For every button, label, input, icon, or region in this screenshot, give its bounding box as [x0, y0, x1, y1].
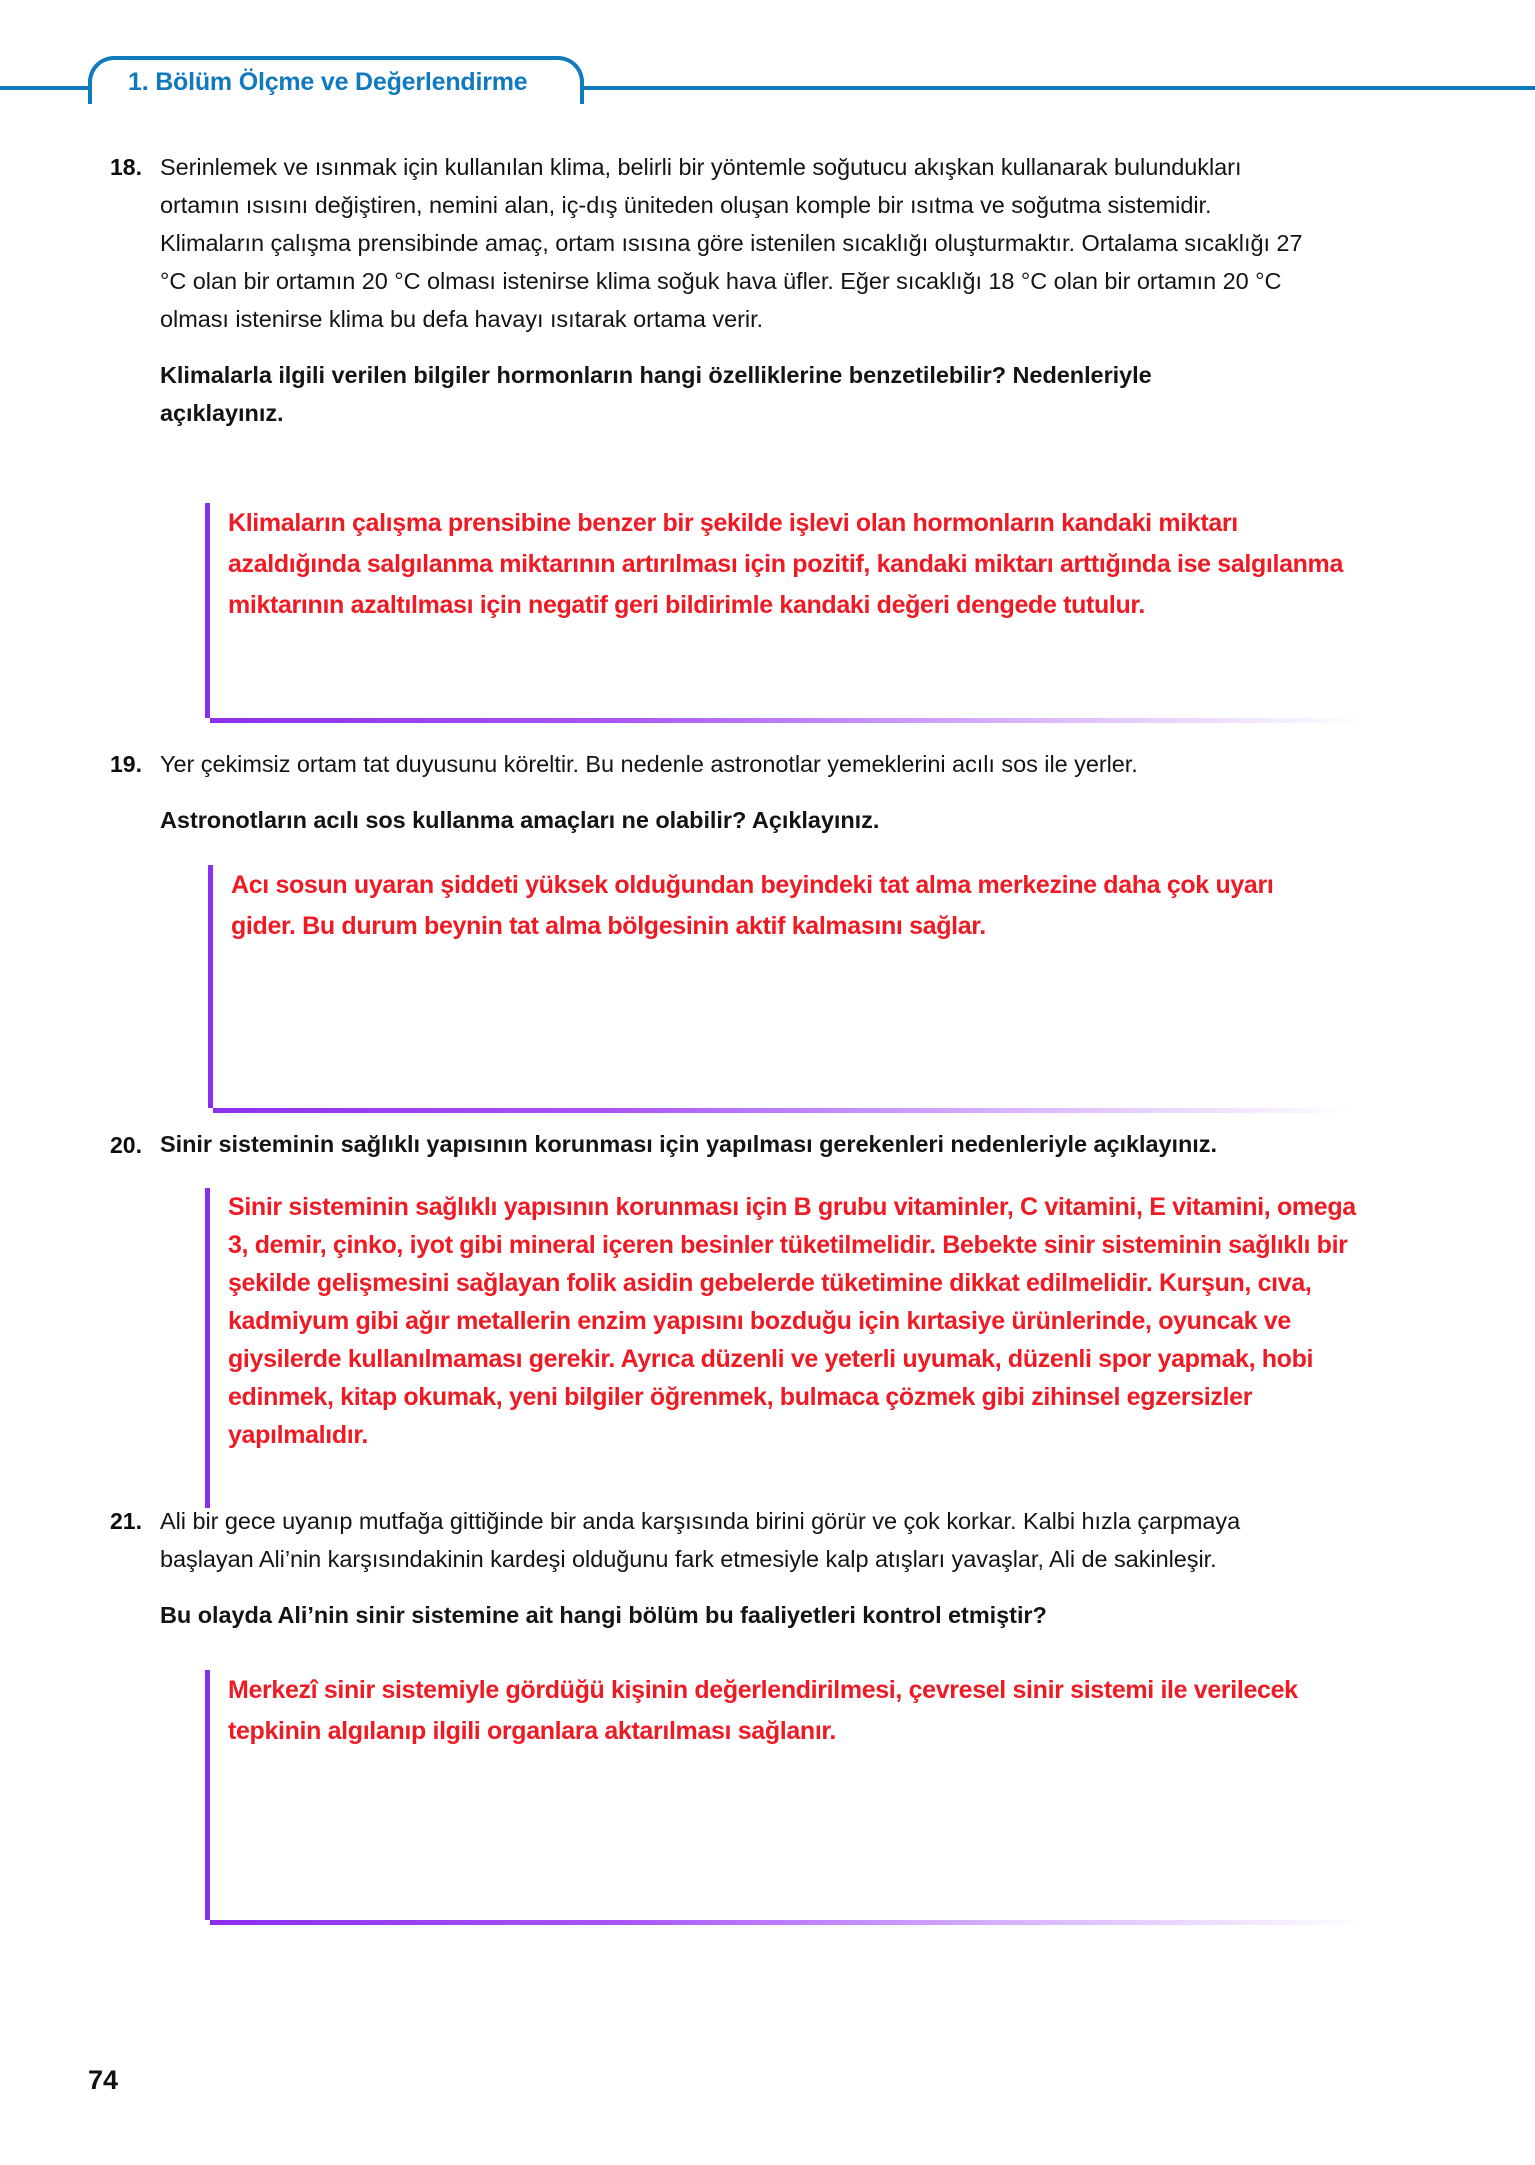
question-21-number: 21. [110, 1508, 142, 1534]
question-18-number: 18. [110, 154, 142, 180]
question-20-prompt: Sinir sisteminin sağlıklı yapısının korunması için yapılması gerekenleri nedenleriyle açıklayınız. [160, 1131, 1217, 1157]
question-19-answer-text: Acı sosun uyaran şiddeti yüksek olduğundan beyindeki tat alma merkezine daha çok uyarı gider. Bu durum beynin tat alma bölgesinin aktif kalmasını sağlar. [231, 871, 1274, 940]
question-19-answer-box [208, 865, 1353, 1108]
question-20-answer-text: Sinir sisteminin sağlıklı yapısının korunması için B grubu vitaminler, C vitamini, E vitamini, omega 3, demir, çinko, iyot gibi mineral içeren besinler tüketilmelidir. Bebekte sinir sisteminin sağlıklı bir şekilde gelişmesini sağlayan folik asidin gebelerde tüketimine dikkat edilmelidir. Kurşun, cıva, kadmiyum gibi ağır metallerin enzim yapısını bozduğu için kırtasiye ürünlerinde, oyuncak ve giysilerde kullanılmaması gerekir. Ayrıca düzenli ve yeterli uyumak, düzenli spor yapmak, hobi edinmek, kitap okumak, yeni bilgiler öğrenmek, bulmaca çözmek gibi zihinsel egzersizler yapılmalıdır. [228, 1193, 1356, 1449]
question-21-prompt: Bu olayda Ali’nin sinir sistemine ait hangi bölüm bu faaliyetleri kontrol etmiştir? [160, 1602, 1047, 1628]
header-rule-right [578, 86, 1535, 90]
question-18-paragraph: Serinlemek ve ısınmak için kullanılan klima, belirli bir yöntemle soğutucu akışkan kullanarak bulundukları ortamın ısısını değiştiren, nemini alan, iç-dış üniteden oluşan komple bir ısıtma ve soğutma sistemidir. Klimaların çalışma prensibinde amaç, ortam ısısına göre istenilen sıcaklığı oluşturmaktır. Ortalama sıcaklığı 27 °C olan bir ortamın 20 °C olması istenirse klima soğuk hava üfler. Eğer sıcaklığı 18 °C olan bir ortamın 20 °C olması istenirse klima bu defa havayı ısıtarak ortama verir. [160, 154, 1303, 332]
question-19-number: 19. [110, 751, 142, 777]
chapter-header [0, 56, 1535, 104]
question-18 [88, 148, 1378, 432]
question-21 [88, 1502, 1378, 1634]
question-21-answer-text: Merkezî sinir sistemiyle gördüğü kişinin değerlendirilmesi, çevresel sinir sistemi ile verilecek tepkinin algılanıp ilgili organlara aktarılması sağlanır. [228, 1676, 1298, 1745]
chapter-header-tab [88, 56, 584, 104]
question-18-prompt: Klimalarla ilgili verilen bilgiler hormonların hangi özelliklerine benzetilebilir? Nedenleriyle açıklayınız. [160, 362, 1152, 426]
spacer [160, 1578, 1378, 1596]
question-20-answer-box [205, 1188, 1365, 1508]
question-19 [88, 745, 1378, 839]
question-20 [88, 1126, 1378, 1164]
question-19-prompt: Astronotların acılı sos kullanma amaçları ne olabilir? Açıklayınız. [160, 807, 880, 833]
chapter-header-label: 1. Bölüm Ölçme ve Değerlendirme [128, 67, 528, 96]
question-21-answer-box [205, 1670, 1365, 1920]
question-21-paragraph: Ali bir gece uyanıp mutfağa gittiğinde bir anda karşısında birini görür ve çok korkar. Kalbi hızla çarpmaya başlayan Ali’nin karşısındakinin kardeşi olduğunu fark etmesiyle kalp atışları yavaşlar, Ali de sakinleşir. [160, 1508, 1241, 1572]
header-rule-left [0, 86, 95, 90]
question-18-answer-text: Klimaların çalışma prensibine benzer bir şekilde işlevi olan hormonların kandaki miktarı azaldığında salgılanma miktarının artırılması için pozitif, kandaki miktarı arttığında ise salgılanma miktarının azaltılması için negatif geri bildirimle kandaki değeri dengede tutulur. [228, 509, 1343, 619]
question-18-answer-box [205, 503, 1365, 718]
spacer [160, 338, 1378, 356]
question-20-number: 20. [110, 1132, 142, 1158]
question-19-paragraph: Yer çekimsiz ortam tat duyusunu köreltir. Bu nedenle astronotlar yemeklerini acılı sos ile yerler. [160, 751, 1138, 777]
spacer [160, 783, 1378, 801]
page-number: 74 [88, 2065, 119, 2095]
